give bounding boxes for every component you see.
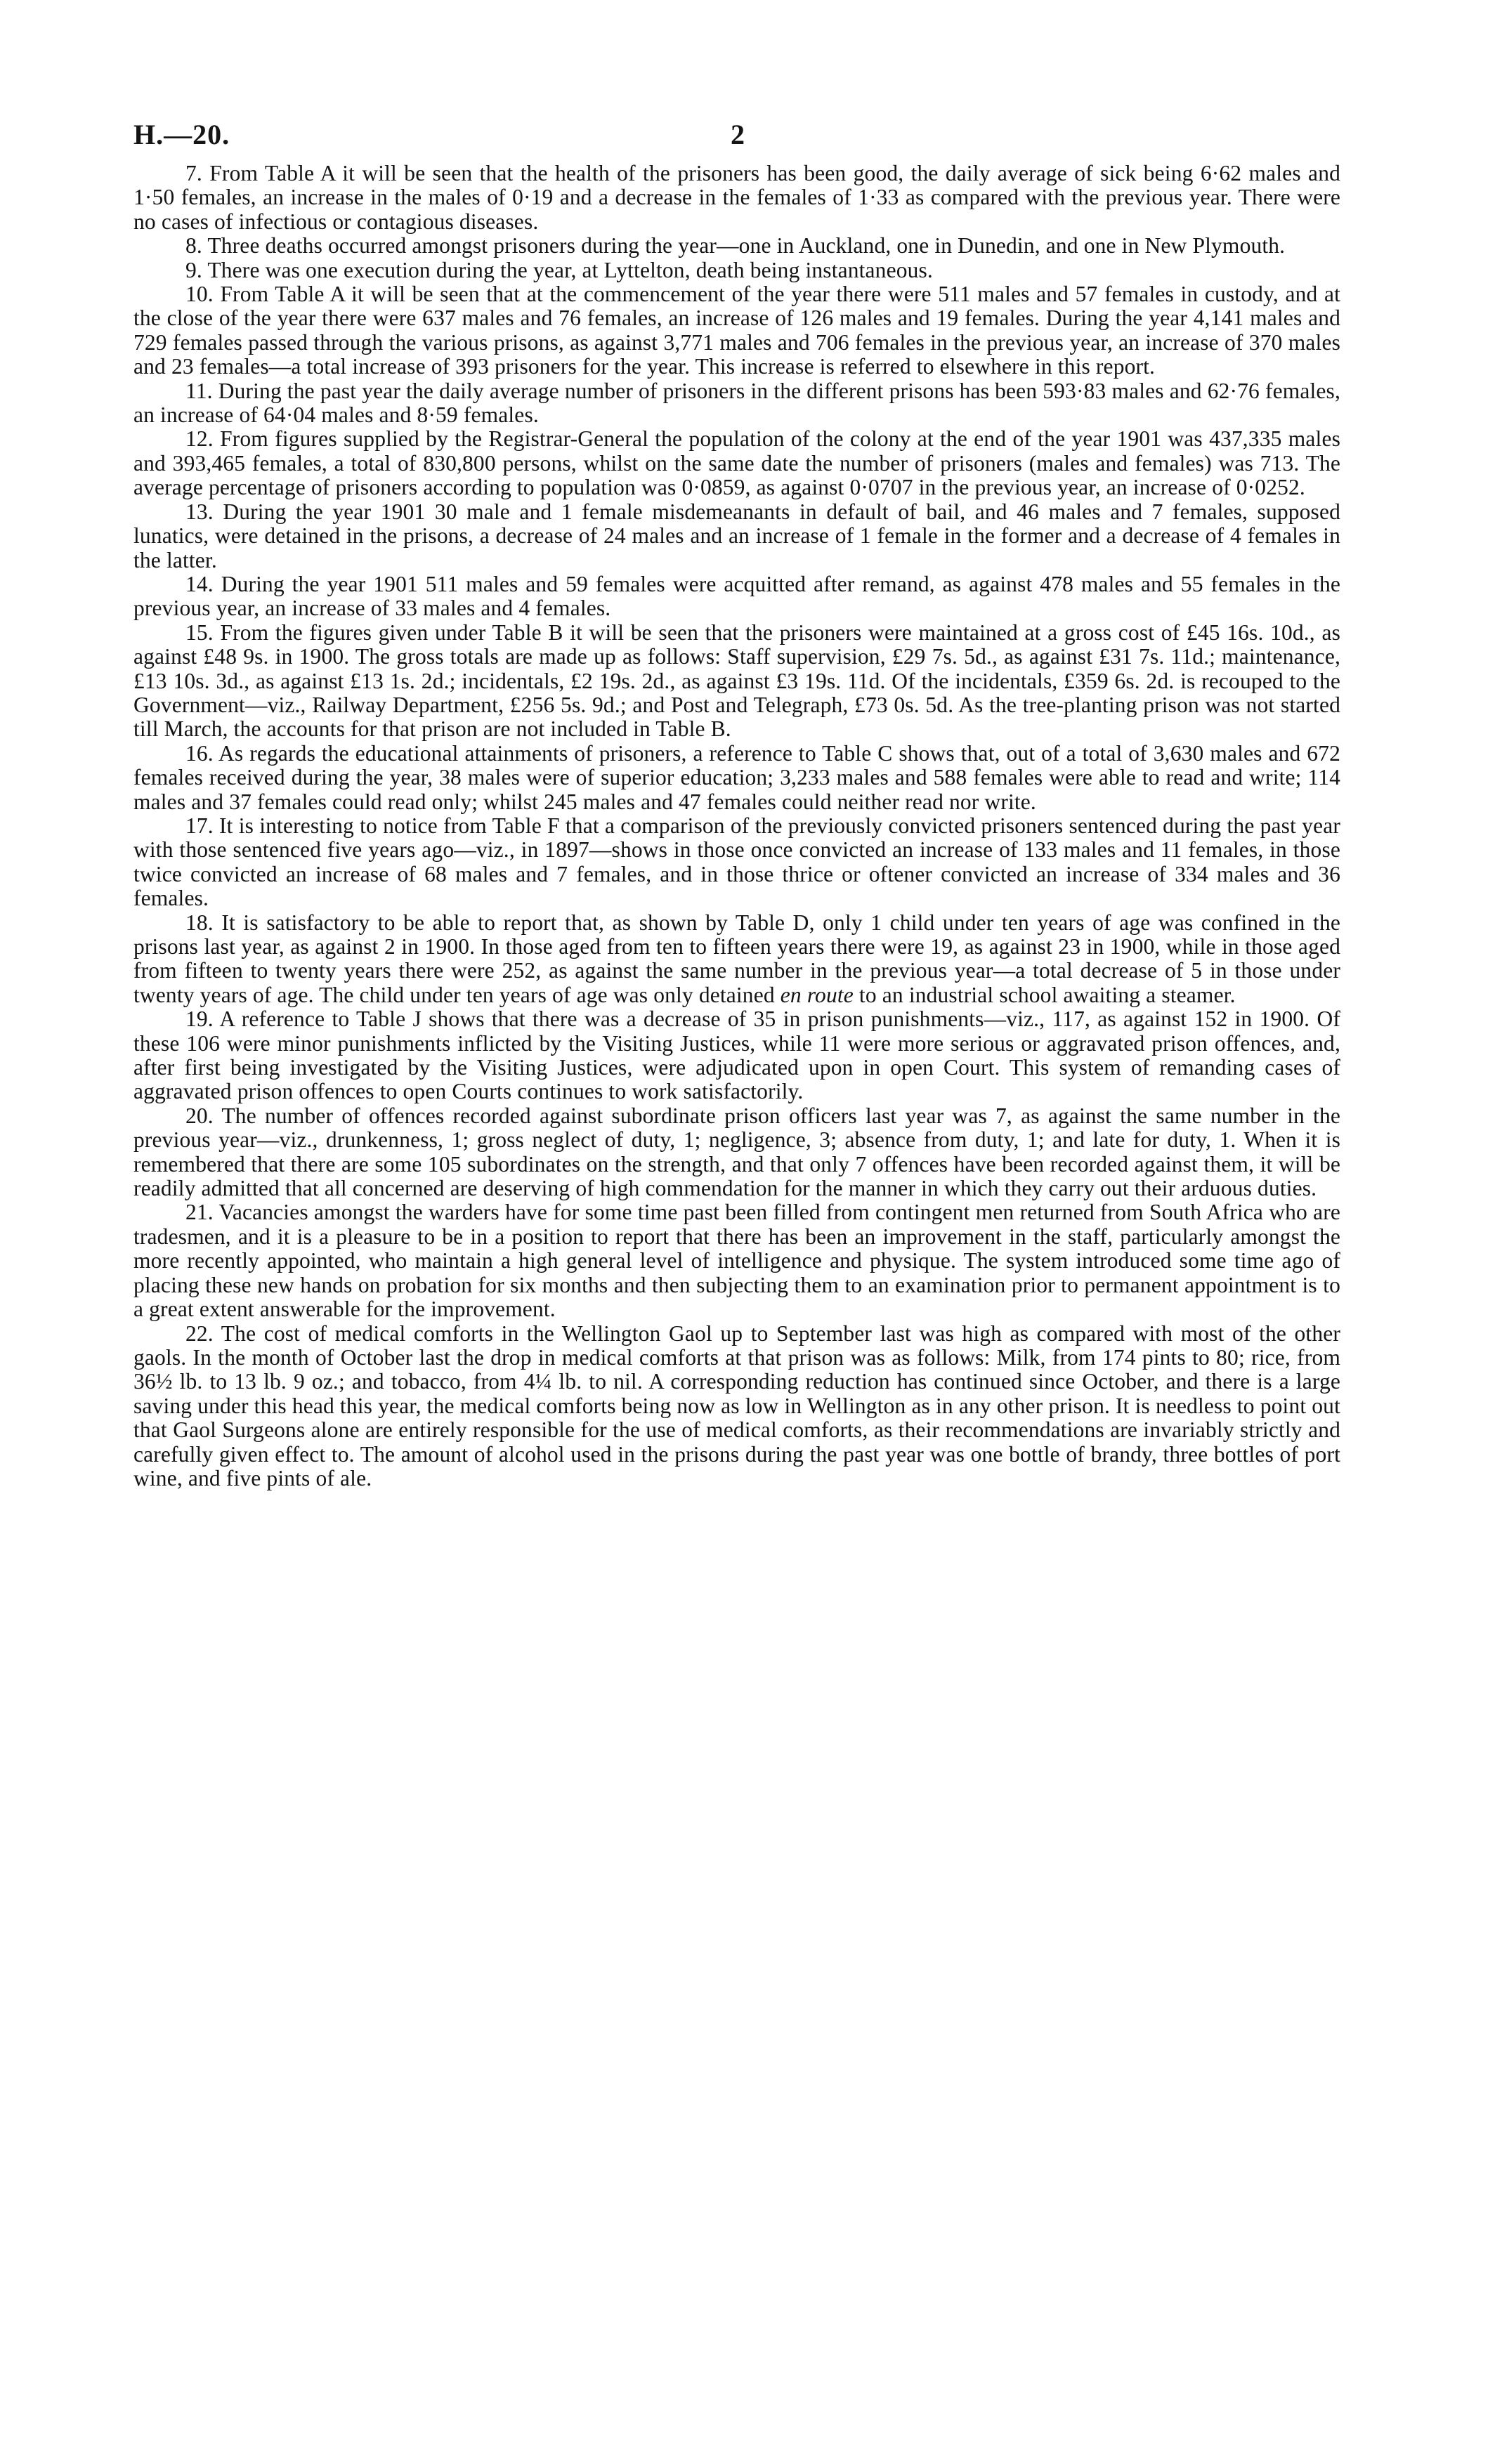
body-text (133, 162, 1340, 1490)
paragraph-9: 9. There was one execution during the year, at Lyttelton, death being instantaneous. (185, 257, 933, 282)
paragraph-18-italic-phrase: en route (780, 982, 854, 1007)
paragraph-13: 13. During the year 1901 30 male and 1 female misdemeanants in default of bail, and 46 males and 7 females, supposed lunatics, were detained in the prisons, a decrease of 24 males and an increase of 1 female in the former and a decrease of 4 females in the latter. (133, 499, 1340, 572)
paragraph-18 (133, 911, 1340, 1008)
paragraph-17: 17. It is interesting to notice from Table F that a comparison of the previously convicted prisoners sentenced during the past year with those sentenced five years ago—viz., in 1897—shows in those once convicted an increase of 133 males and 11 females, in those twice convicted an increase of 68 males and 7 females, and in those thrice or oftener convicted an increase of 334 males and 36 females. (133, 813, 1340, 911)
paragraph-19: 19. A reference to Table J shows that there was a decrease of 35 in prison punishments—viz., 117, as against 152 in 1900. Of these 106 were minor punishments inflicted by the Visiting Justices, while 11 were more serious or aggravated prison offences, and, after first being investigated by the Visiting Justices, were adjudicated upon in open Court. This system of remanding cases of aggravated prison offences to open Courts continues to work satisfactorily. (133, 1007, 1340, 1104)
paragraph-10: 10. From Table A it will be seen that at the commencement of the year there were 511 males and 57 females in custody, and at the close of the year there were 637 males and 76 females, an increase of 126 males and 19 females. During the year 4,141 males and 729 females passed through the various prisons, as against 3,771 males and 706 females in the previous year, an increase of 370 males and 23 females—a total increase of 393 prisoners for the year. This increase is referred to elsewhere in this report. (133, 282, 1340, 379)
page-number: 2 (731, 119, 745, 150)
paragraph-15: 15. From the figures given under Table B it will be seen that the prisoners were maintained at a gross cost of £45 16s. 10d., as against £48 9s. in 1900. The gross totals are made up as follows: Staff supervision, £29 7s. 5d., as against £31 7s. 11d.; maintenance, £13 10s. 3d., as against £13 1s. 2d.; incidentals, £2 19s. 2d., as against £3 19s. 11d. Of the incidentals, £359 6s. 2d. is recouped to the Government—viz., Railway Department, £256 5s. 9d.; and Post and Telegraph, £73 0s. 5d. As the tree-planting prison was not started till March, the accounts for that prison are not included in Table B. (133, 620, 1340, 742)
paragraph-8: 8. Three deaths occurred amongst prisoners during the year—one in Auckland, one in Dunedin, and one in New Plymouth. (185, 233, 1286, 258)
paragraph-21: 21. Vacancies amongst the warders have for some time past been filled from contingent men returned from South Africa who are tradesmen, and it is a pleasure to be in a position to report that there has been an improvement in the staff, particularly amongst the more recently appointed, who maintain a high general level of intelligence and physique. The system introduced some time ago of placing these new hands on probation for six months and then subjecting them to an examination prior to permanent appointment is to a great extent answerable for the improvement. (133, 1200, 1340, 1322)
paragraph-20: 20. The number of offences recorded against subordinate prison officers last year was 7, as against the same number in the previous year—viz., drunkenness, 1; gross neglect of duty, 1; negligence, 3; absence from duty, 1; and late for duty, 1. When it is remembered that there are some 105 subordinates on the strength, and that only 7 offences have been recorded against them, it will be readily admitted that all concerned are deserving of high commendation for the manner in which they carry out their arduous duties. (133, 1103, 1340, 1201)
paragraph-11: 11. During the past year the daily average number of prisoners in the different prisons has been 593·83 males and 62·76 females, an increase of 64·04 males and 8·59 females. (133, 378, 1340, 428)
paragraph-12: 12. From figures supplied by the Registrar-General the population of the colony at the end of the year 1901 was 437,335 males and 393,465 females, a total of 830,800 persons, whilst on the same date the number of prisoners (males and females) was 713. The average percentage of prisoners according to population was 0·0859, as against 0·0707 in the previous year, an increase of 0·0252. (133, 426, 1340, 500)
document-code: H.—20. (133, 119, 230, 150)
paragraph-18-text-after: to an industrial school awaiting a steamer. (853, 982, 1236, 1007)
paragraph-14: 14. During the year 1901 511 males and 59 females were acquitted after remand, as against 478 males and 55 females in the previous year, an increase of 33 males and 4 females. (133, 571, 1340, 621)
paragraph-16: 16. As regards the educational attainments of prisoners, a reference to Table C shows that, out of a total of 3,630 males and 672 females received during the year, 38 males were of superior education; 3,233 males and 588 females were able to read and write; 114 males and 37 females could read only; whilst 245 males and 47 females could neither read nor write. (133, 740, 1340, 814)
paragraph-22: 22. The cost of medical comforts in the Wellington Gaol up to September last was high as compared with most of the other gaols. In the month of October last the drop in medical comforts at that prison was as follows: Milk, from 174 pints to 80; rice, from 36½ lb. to 13 lb. 9 oz.; and tobacco, from 4¼ lb. to nil. A corresponding reduction has continued since October, and there is a large saving under this head this year, the medical comforts being now as low in Wellington as in any other prison. It is needless to point out that Gaol Surgeons alone are entirely responsible for the use of medical comforts, as their recommendations are invariably strictly and carefully given effect to. The amount of alcohol used in the prisons during the past year was one bottle of brandy, three bottles of port wine, and five pints of ale. (133, 1321, 1340, 1490)
page-header (133, 105, 1340, 162)
paragraph-18-text-before: 18. It is satisfactory to be able to report that, as shown by Table D, only 1 child under ten years of age was confined in the prisons last year, as against 2 in 1900. In those aged from ten to fifteen years there were 19, as against 23 in 1900, while in those aged from fifteen to twenty years there were 252, as against the same number in the previous year—a total decrease of 5 in those under twenty years of age. The child under ten years of age was only detained (133, 910, 1340, 1007)
paragraph-7: 7. From Table A it will be seen that the health of the prisoners has been good, the daily average of sick being 6·62 males and 1·50 females, an increase in the males of 0·19 and a decrease in the females of 1·33 as compared with the previous year. There were no cases of infectious or contagious diseases. (133, 161, 1340, 234)
